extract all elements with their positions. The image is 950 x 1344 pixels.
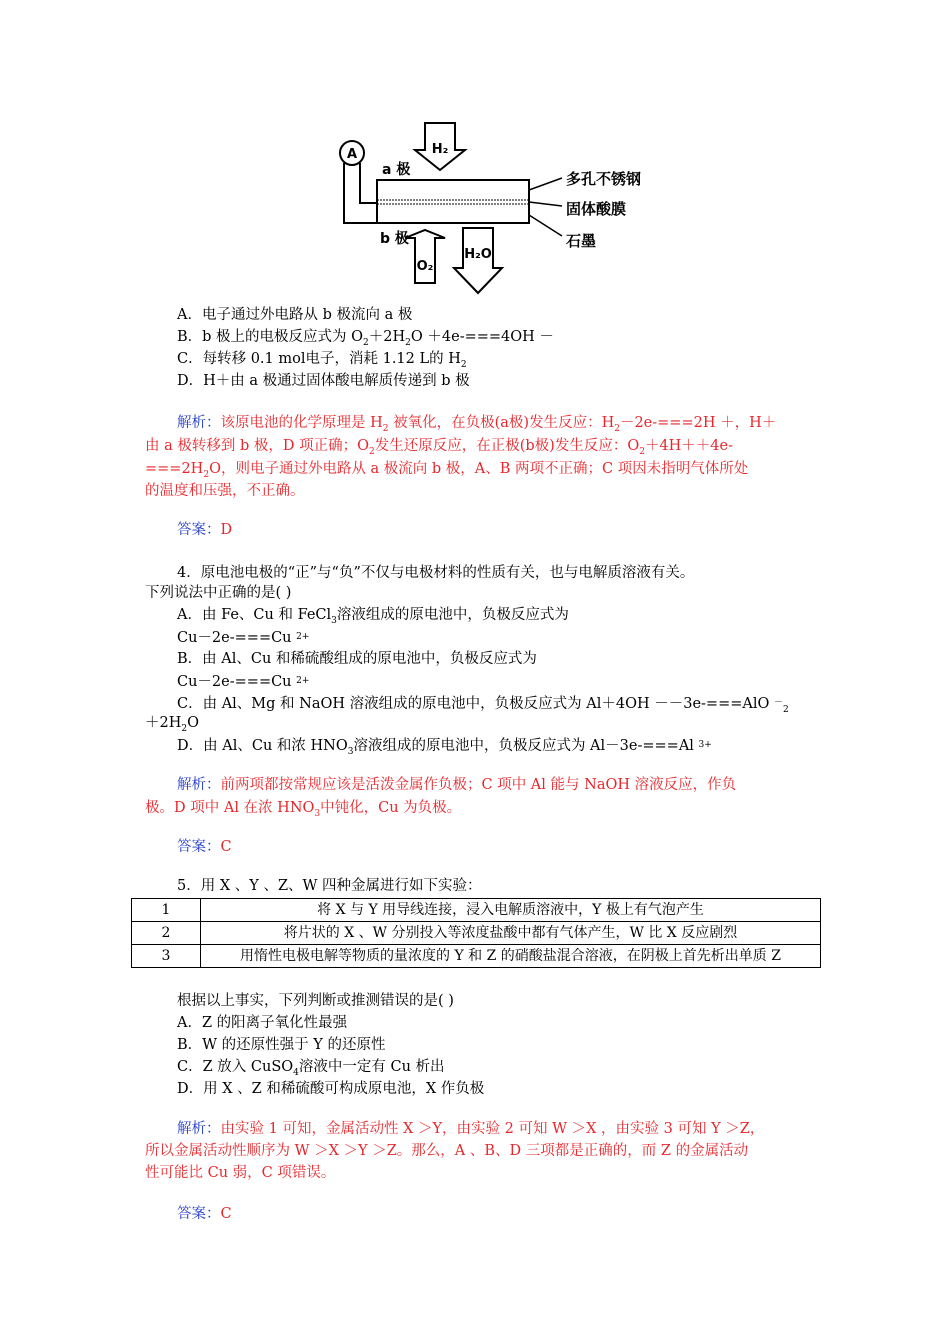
q3-analysis-line4: 的温度和压强，不正确。: [145, 483, 305, 499]
q4-option-b1: B．由 Al、Cu 和稀硫酸组成的原电池中，负极反应式为: [177, 651, 537, 667]
q5-stem: 5．用 X 、Y 、Z、W 四种金属进行如下实验：: [177, 878, 482, 894]
a-electrode-label: a 极: [382, 162, 411, 178]
table-cell-number: 3: [132, 945, 201, 968]
o2-label: O₂: [416, 259, 434, 274]
q3-analysis-line1: 解析：该原电池的化学原理是 $H_2$ 被氧化，在负极(a极)发生反应：$H_2-2e-===2H$ ＋，H＋: [177, 415, 777, 434]
q4-option-d: D．由 Al、Cu 和浓 $HNO_3$溶液组成的原电池中，负极反应式为 Al－3e-===Al $^{3+}$: [177, 738, 712, 757]
o2-arrow-icon: [405, 230, 445, 283]
q3-option-a: A．电子通过外电路从 b 极流向 a 极: [177, 307, 413, 323]
q3-option-b: B．b 极上的电极反应式为 $O_2+2H_2O +4e-===4OH$ －: [177, 329, 554, 348]
q4-stem-line2: 下列说法中正确的是( ): [145, 585, 292, 601]
ammeter-label: A: [346, 147, 358, 162]
table-cell-text: 将片状的 X 、W 分别投入等浓度盐酸中都有气体产生，W 比 X 反应剧烈: [201, 922, 821, 945]
table-cell-text: 用惰性电极电解等物质的量浓度的 Y 和 Z 的硝酸盐混合溶液，在阴极上首先析出单质 Z: [201, 945, 821, 968]
table-cell-number: 2: [132, 922, 201, 945]
h2o-label: H₂O: [464, 247, 492, 262]
h2-label: H₂: [431, 142, 449, 157]
leader-steel: [529, 178, 562, 190]
q5-analysis-line1: 解析：由实验 1 可知，金属活动性 X ＞Y，由实验 2 可知 W ＞X ，由实验 3 可知 Y ＞Z，: [177, 1121, 765, 1137]
q5-answer: 答案：C: [177, 1206, 232, 1222]
wire-upper: [360, 163, 377, 203]
q4-analysis-line1: 解析：前两项都按常规应该是活泼金属作负极；C 项中 Al 能与 NaOH 溶液反应，作负: [177, 777, 737, 793]
q5-option-d: D．用 X 、Z 和稀硫酸可构成原电池，X 作负极: [177, 1081, 485, 1097]
label-graphite: 石墨: [566, 232, 597, 250]
b-electrode-label: b 极: [380, 231, 409, 247]
q5-analysis-line2: 所以金属活动性顺序为 W ＞X ＞Y ＞Z。那么，A 、B、D 三项都是正确的，而 Z 的金属活动: [145, 1143, 749, 1159]
q5-analysis-line3: 性可能比 Cu 弱，C 项错误。: [145, 1165, 336, 1181]
q3-option-d: D．H＋由 a 极通过固体酸电解质传递到 b 极: [177, 373, 470, 389]
table-row: [132, 922, 821, 945]
table-cell-text: 将 X 与 Y 用导线连接，浸入电解质溶液中，Y 极上有气泡产生: [201, 899, 821, 922]
table-row: [132, 899, 821, 922]
q3-option-c: C．每转移 0.1 mol电子，消耗 1.12 L的 $H_2$: [177, 351, 467, 370]
label-membrane: 固体酸膜: [566, 200, 627, 218]
q4-analysis-line2: 极。D 项中 Al 在浓 $HNO_3$中钝化，Cu 为负极。: [145, 800, 462, 819]
q4-stem-line1: 4．原电池电极的“正”与“负”不仅与电极材料的性质有关，也与电解质溶液有关。: [177, 565, 695, 581]
leader-membrane: [529, 202, 562, 206]
q3-answer: 答案：D: [177, 522, 233, 538]
q5-question: 根据以上事实，下列判断或推测错误的是( ): [177, 993, 454, 1009]
q4-option-b2: Cu－2e-===Cu $^{2+}$: [177, 674, 310, 690]
q5-experiment-table: [131, 898, 821, 968]
q4-option-c2: $+2H_2O$: [145, 715, 199, 734]
leader-graphite: [529, 215, 562, 236]
q4-answer: 答案：C: [177, 839, 232, 855]
table-row: [132, 945, 821, 968]
q3-analysis-line2: 由 a 极转移到 b 极，D 项正确；$O_2$发生还原反应，在正极(b极)发生反应：$O_2+4H++4e-$: [145, 438, 734, 457]
label-steel: 多孔不锈钢: [566, 170, 642, 188]
fuel-cell-diagram: [330, 118, 650, 303]
q4-option-c1: C．由 Al、Mg 和 NaOH 溶液组成的原电池中，负极反应式为 Al＋4OH －－3e-===AlO －$_2$: [177, 696, 789, 715]
table-cell-number: 1: [132, 899, 201, 922]
cell-body: [377, 180, 529, 223]
q3-analysis-line3: $===2H_2O$，则电子通过外电路从 a 极流向 b 极，A、B 两项不正确；C 项因未指明气体所处: [145, 461, 749, 480]
q4-option-a1: A．由 Fe、Cu 和 FeCl$_3$溶液组成的原电池中，负极反应式为: [177, 607, 569, 626]
q5-option-b: B．W 的还原性强于 Y 的还原性: [177, 1037, 386, 1053]
q5-option-c: C．Z 放入 CuSO$_4$溶液中一定有 Cu 析出: [177, 1059, 445, 1078]
q5-option-a: A．Z 的阳离子氧化性最强: [177, 1015, 348, 1031]
q4-option-a2: Cu－2e-===Cu $^{2+}$: [177, 630, 310, 646]
